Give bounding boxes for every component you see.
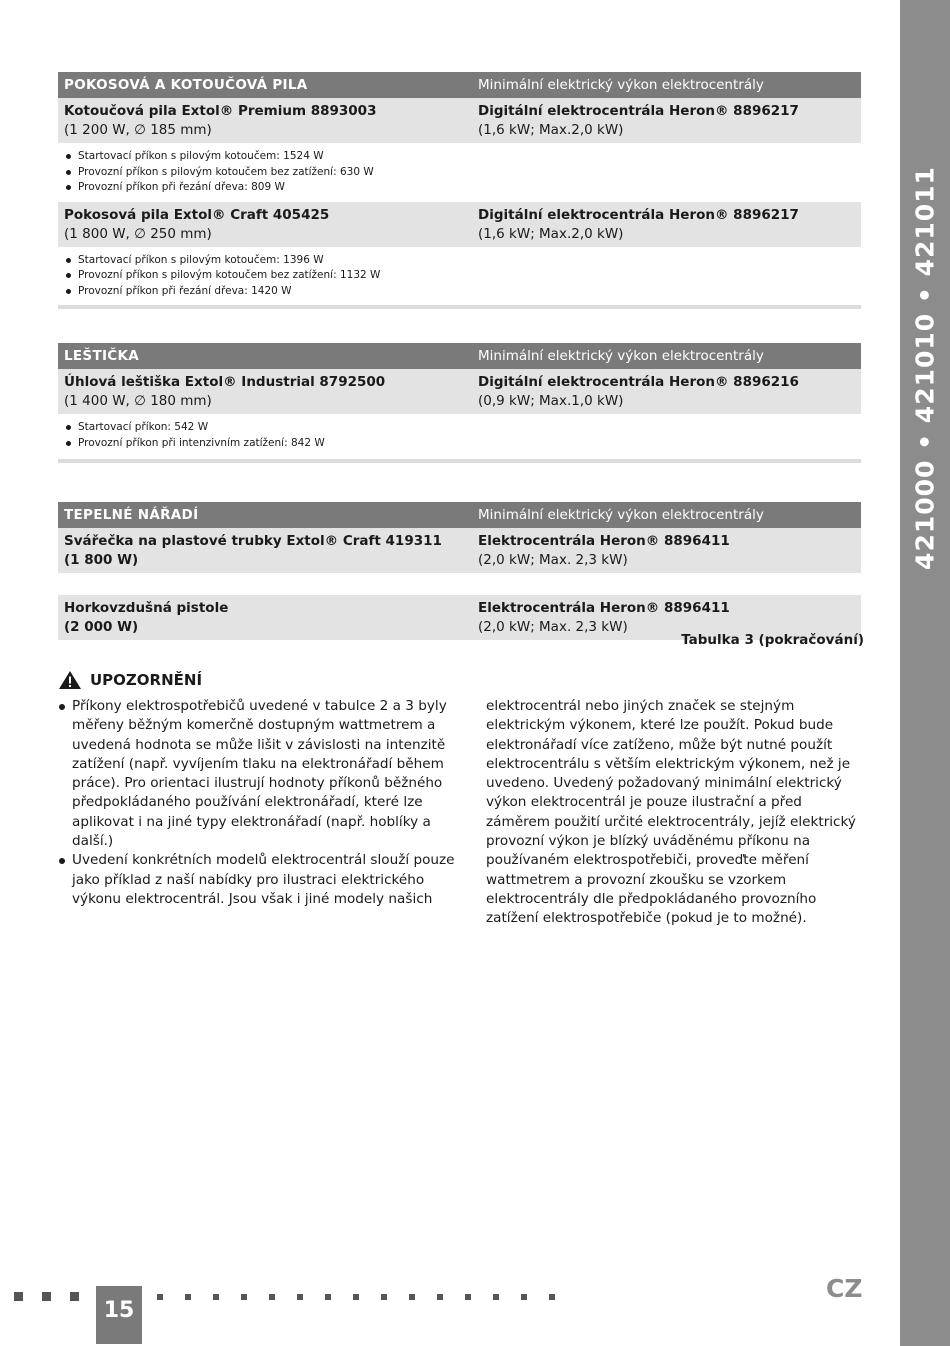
product-name: Svářečka na plastové trubky Extol® Craft 419311 [64,533,442,549]
generator-name: Elektrocentrála Heron® 8896411 [478,600,730,616]
list-item: Provozní příkon s pilovým kotoučem bez zatížení: 1132 W [64,268,861,284]
product-row [58,528,861,573]
column-header-generator: Minimální elektrický výkon elektrocentrály [478,507,764,523]
list-item: Provozní příkon s pilovým kotoučem bez zatížení: 630 W [64,165,861,181]
product-spec: (2 000 W) [64,619,139,635]
power-details [58,143,861,202]
generator-spec: (2,0 kW; Max. 2,3 kW) [478,619,628,635]
list-item: Provozní příkon při řezání dřeva: 1420 W [64,284,861,300]
warning-title: UPOZORNĚNÍ [90,671,203,689]
warning-right-column: elektrocentrál nebo jiných značek se stejným elektrickým výkonem, které lze použít. Pokud bude elektronářadí více zatíženo, může být nutné použít elektrocentrálu s větším elektrickým výkonem, než je uvedeno. Uvedený požadovaný minimální elektrický výkon elektrocentrál je pouze ilustrační a před záměrem použití určité elektrocentrály, jejíž elektrický provozní výkon je blízký uváděnému příkonu na používaném elektrospotřebiči, proveďte měření wattmetrem a provozní zkoušku se vzorkem elektrocentrály dle předpokládaného provozního zatížení elektrospotřebiče (pokud je to možné). [486,698,856,927]
product-row [58,98,861,143]
warning-left-column [58,697,458,909]
table-caption: Tabulka 3 (pokračování) [681,632,864,648]
list-item: Provozní příkon při řezání dřeva: 809 W [64,180,861,196]
list-item: Startovací příkon s pilovým kotoučem: 1396 W [64,253,861,269]
language-code: CZ [826,1274,863,1303]
section-header [58,72,861,98]
section-heat-tools [58,502,861,640]
section-title: LEŠTIČKA [64,348,139,364]
generator-name: Digitální elektrocentrála Heron® 8896217 [478,103,799,119]
section-saws [58,72,861,309]
warning-icon [58,670,82,690]
page-number: 15 [96,1286,142,1344]
list-item: Startovací příkon s pilovým kotoučem: 1524 W [64,149,861,165]
list-item: Startovací příkon: 542 W [64,420,861,436]
product-name: Pokosová pila Extol® Craft 405425 [64,206,330,223]
warning-heading [58,670,202,690]
product-name: Kotoučová pila Extol® Premium 8893003 [64,103,377,119]
section-header [58,343,861,369]
product-name: Úhlová leštiška Extol® Industrial 8792500 [64,374,386,390]
product-row [58,202,861,247]
product-codes: 421000 • 421010 • 421011 [910,166,940,570]
generator-spec: (0,9 kW; Max.1,0 kW) [478,393,624,409]
column-header-generator: Minimální elektrický výkon elektrocentrály [478,77,764,93]
section-header [58,502,861,528]
generator-spec: (2,0 kW; Max. 2,3 kW) [478,552,628,568]
power-table [58,72,861,640]
generator-spec: (1,6 kW; Max.2,0 kW) [478,122,624,138]
product-spec: (1 800 W) [64,552,139,568]
section-title: TEPELNÉ NÁŘADÍ [64,507,199,523]
power-details [58,414,861,459]
product-spec: (1 200 W, ∅ 185 mm) [64,122,212,138]
product-spec: (1 800 W, ∅ 250 mm) [64,225,212,242]
generator-name: Digitální elektrocentrála Heron® 8896217 [478,206,799,223]
list-item: Provozní příkon při intenzivním zatížení: 842 W [64,436,861,452]
section-title: POKOSOVÁ A KOTOUČOVÁ PILA [64,77,308,93]
section-polisher [58,343,861,463]
generator-spec: (1,6 kW; Max.2,0 kW) [478,225,624,242]
list-item: Uvedení konkrétních modelů elektrocentrál slouží pouze jako příklad z naší nabídky pro ilustraci elektrického výkonu elektrocentrál. Jsou však i jiné modely našich [58,851,458,909]
product-name: Horkovzdušná pistole [64,600,229,616]
generator-name: Digitální elektrocentrála Heron® 8896216 [478,374,799,390]
product-row [58,369,861,414]
list-item: Příkony elektrospotřebičů uvedené v tabulce 2 a 3 byly měřeny běžným komerčně dostupným wattmetrem a uvedená hodnota se může lišit v závislosti na intenzitě zatížení (např. vyvíjením tlaku na elektronářadí během práce). Pro orientaci ilustrují hodnoty příkonů běžného předpokládaného používání elektronářadí, které lze aplikovat i na jiné typy elektronářadí (např. hoblíky a další.) [58,697,458,851]
column-header-generator: Minimální elektrický výkon elektrocentrály [478,348,764,364]
power-details [58,247,861,306]
product-spec: (1 400 W, ∅ 180 mm) [64,393,212,409]
generator-name: Elektrocentrála Heron® 8896411 [478,533,730,549]
